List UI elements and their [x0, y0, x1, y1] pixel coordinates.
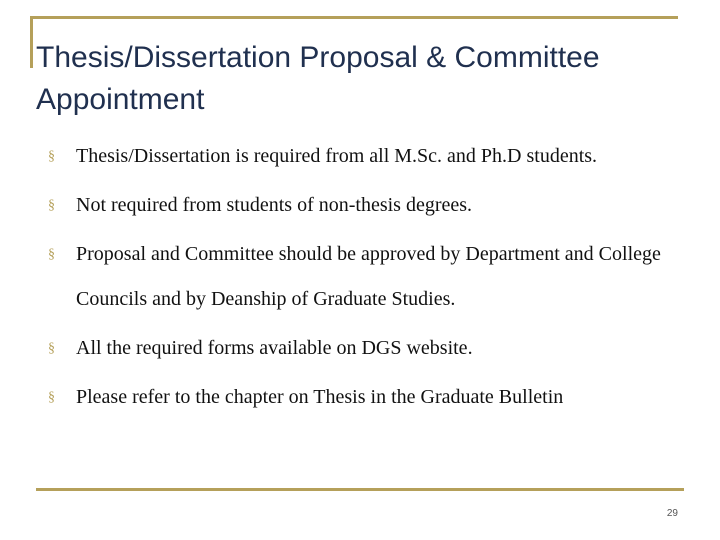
slide-title: [36, 37, 716, 121]
bullet-item: [46, 134, 660, 179]
bullet-marker-icon: §: [48, 247, 55, 262]
bullet-text: Thesis/Dissertation is required from all M.Sc. and Ph.D students.: [76, 145, 598, 167]
bullet-text: Please refer to the chapter on Thesis in the Graduate Bulletin: [76, 386, 564, 408]
bullet-text: Not required from students of non-thesis degrees.: [76, 194, 473, 216]
bullet-item: [46, 375, 666, 420]
bullet-marker-icon: §: [48, 198, 55, 213]
bullet-marker-icon: §: [48, 149, 55, 164]
bullet-text: Proposal and Committee should be approved by Department and College Councils and by Deanship of Graduate Studies.: [76, 243, 661, 310]
slide-title-line-1: Thesis/Dissertation Proposal & Committee: [36, 41, 600, 74]
page-number: 29: [666, 508, 678, 519]
slide-title-line-2: Appointment: [36, 83, 205, 116]
bullet-list: [46, 134, 666, 424]
top-rule: [30, 16, 678, 19]
bullet-marker-icon: §: [48, 390, 55, 405]
bullet-item: [46, 326, 666, 371]
bullet-item: [46, 183, 666, 228]
bullet-item: [46, 232, 666, 322]
bullet-marker-icon: §: [48, 341, 55, 356]
bottom-rule: [36, 488, 684, 491]
bullet-text: All the required forms available on DGS website.: [76, 337, 473, 359]
left-rule: [30, 16, 33, 68]
